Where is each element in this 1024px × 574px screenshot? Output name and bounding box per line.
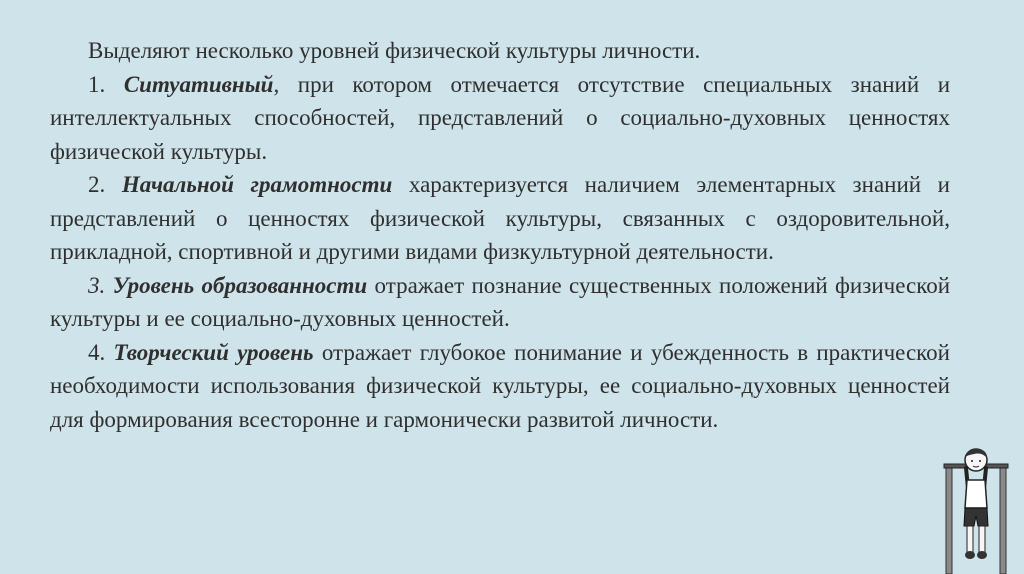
level-1-text: , при котором отмечается отсутствие специальных знаний и интеллектуальных способностей, представлений о социально-духовных ценностях физической культуры. [50, 71, 951, 164]
level-2-text: характеризуется наличием элементарных знаний и представлений о ценностях физической культуры, связанных с оздоровительной, прикладной, спортивной и другими видами физкультурной деятельности. [50, 172, 950, 264]
level-1-number: 1. [88, 71, 106, 97]
level-3-paragraph [50, 269, 950, 336]
level-3-text: отражает познание существенных положений физической культуры и ее социально-духовных ценностей. [50, 272, 951, 331]
level-4-number: 4. [88, 339, 106, 365]
level-4-paragraph [50, 336, 950, 437]
level-1-term: Ситуативный [123, 71, 274, 97]
level-3-number: 3. [88, 272, 106, 298]
level-4-text: отражает глубокое понимание и убежденность в практической необходимости использования физической культуры, ее социально-духовных ценностей для формирования всесторонне и гармонически развитой личности. [50, 339, 950, 432]
slide-text [50, 34, 950, 436]
level-3-term: Уровень образованности [112, 272, 368, 298]
level-1-paragraph [50, 68, 950, 169]
level-2-term: Начальной грамотности [121, 172, 393, 197]
level-4-term: Творческий уровень [113, 339, 314, 365]
boy-on-horizontal-bar-icon [940, 440, 1012, 574]
level-2-number: 2. [88, 172, 106, 197]
level-2-paragraph [50, 168, 950, 269]
intro-paragraph: Выделяют несколько уровней физической культуры личности. [88, 38, 701, 63]
